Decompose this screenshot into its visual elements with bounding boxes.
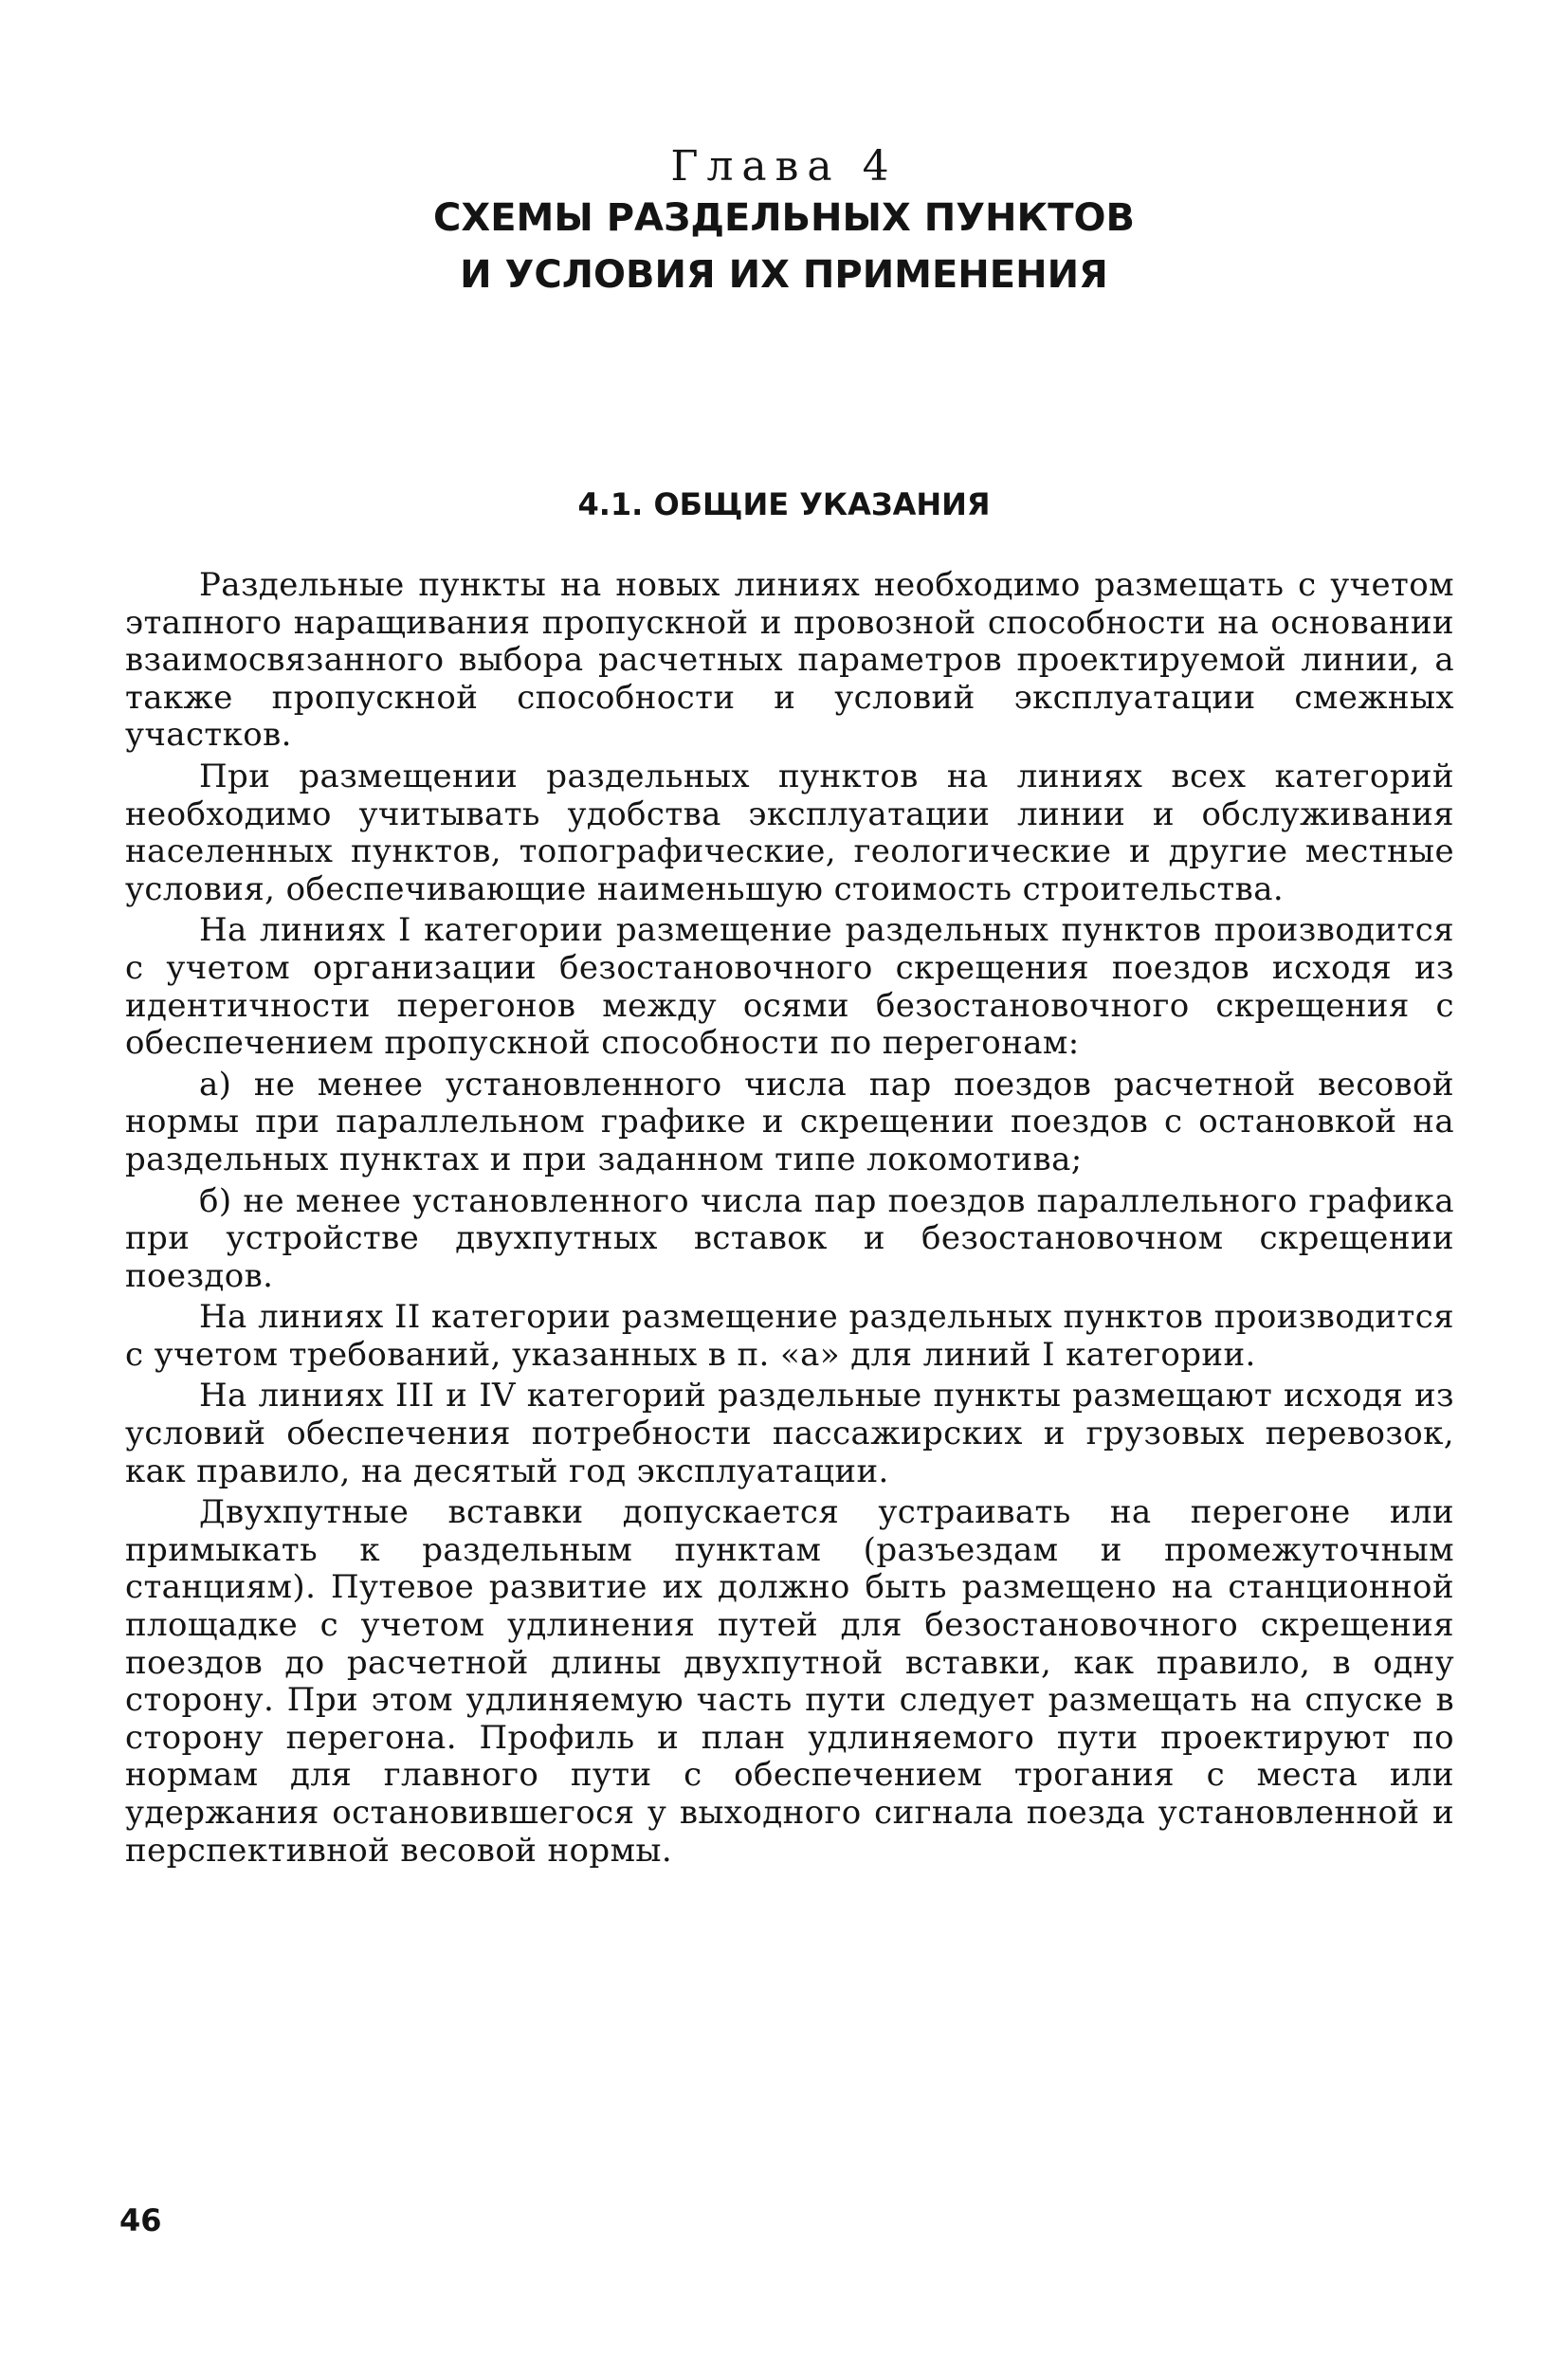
paragraph-8: Двухпутные вставки допускается устраивать на перегоне или примыкать к раздельным пунктам (разъездам и промежуточным станциям). Путевое развитие их должно быть размещено на станционной площадке с учетом удлинения путей для безостановочного скрещения поездов до расчетной длины двухпутной вставки, как правило, в одну сторону. При этом удлиняемую часть пути следует размещать на спуске в сторону перегона. Профиль и план удлиняемого пути проектируют по нормам для главного пути с обеспечением трогания с места или удержания остановившегося у выходного сигнала поезда установленной и перспективной весовой нормы. (125, 1493, 1454, 1870)
paragraph-4-item-a: а) не менее установленного числа пар поездов расчетной весовой нормы при параллельном графике и скрещении поездов с остановкой на раздельных пунктах и при заданном типе локомотива; (125, 1065, 1454, 1178)
paragraph-3: На линиях I категории размещение раздельных пунктов производится с учетом организации безостановочного скрещения поездов исходя из идентичности перегонов между осями безостановочного скрещения с обеспечением пропускной способности по перегонам: (125, 911, 1454, 1063)
paragraph-6: На линиях II категории размещение раздельных пунктов производится с учетом требований, указанных в п. «а» для линий I категории. (125, 1298, 1454, 1374)
paragraph-2: При размещении раздельных пунктов на линиях всех категорий необходимо учитывать удобства эксплуатации линии и обслуживания населенных пунктов, топографические, геологические и другие местные условия, обеспечивающие наименьшую стоимость строительства. (125, 757, 1454, 908)
chapter-label: Глава 4 (670, 142, 898, 191)
paragraph-1: Раздельные пункты на новых линиях необходимо размещать с учетом этапного наращивания пропускной и провозной способности на основании взаимосвязанного выбора расчетных параметров проектируемой линии, а также пропускной способности и условий эксплуатации смежных участков. (125, 566, 1454, 755)
chapter-title-line-1: СХЕМЫ РАЗДЕЛЬНЫХ ПУНКТОВ (433, 196, 1135, 240)
section-title: 4.1. ОБЩИЕ УКАЗАНИЯ (577, 486, 991, 522)
paragraph-7: На линиях III и IV категорий раздельные пункты размещают исходя из условий обеспечения потребности пассажирских и грузовых перевозок, как правило, на десятый год эксплуатации. (125, 1377, 1454, 1490)
chapter-title (0, 190, 1568, 303)
body-text (125, 567, 1454, 1870)
chapter-title-line-2: И УСЛОВИЯ ИХ ПРИМЕНЕНИЯ (460, 253, 1108, 297)
paragraph-5-item-b: б) не менее установленного числа пар поездов параллельного графика при устройстве двухпутных вставок и безостановочном скрещении поездов. (125, 1181, 1454, 1295)
page-number: 46 (119, 2202, 162, 2238)
